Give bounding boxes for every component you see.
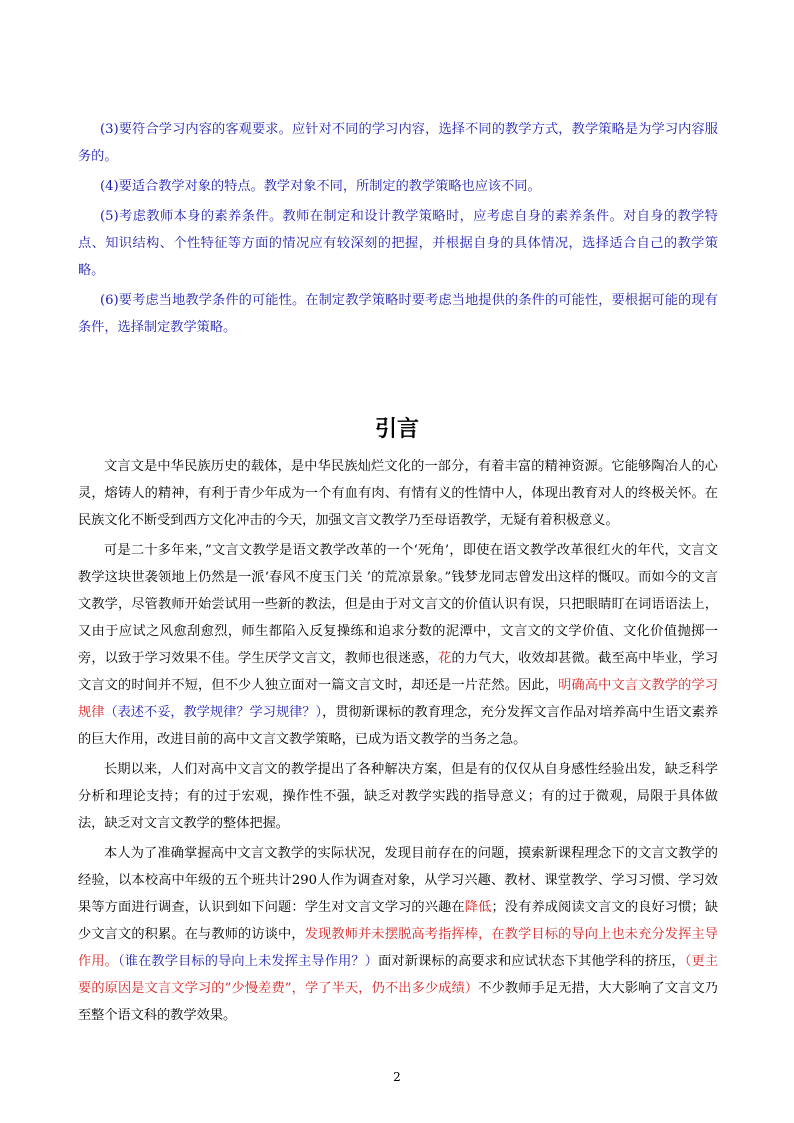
text-run: 面对新课标的高要求和应试状态下其他学科的挤压， (378, 954, 685, 969)
strategy-list (78, 116, 718, 344)
highlighted-phrase: 发现教师并未摆脱高考指挥棒，在教学目标的导向上也未充分发挥主导作用。 (78, 927, 718, 969)
text-run: 本人为了准确掌握高中文言文教学的实际状况，发现目前存在的问题，摸索新课程理念下的文言文教学的经验，以本校高中年级的五个班共计290人作为调查对象，从学习兴趣、教材、课堂教学、学习习惯、学习效果等方面进行调查，认识到如下问题：学生对文言文学习的兴趣在 (78, 846, 718, 915)
intro-paragraph-1: 文言文是中华民族历史的载体，是中华民族灿烂文化的一部分，有着丰富的精神资源。它能够陶冶人的心灵，熔铸人的精神，有利于青少年成为一个有血有肉、有情有义的性情中人，体现出教育对人的终极关怀。在民族文化不断受到西方文化冲击的今天，加强文言文教学乃至母语教学，无疑有着积极意义。 (78, 459, 718, 528)
intro-section (78, 453, 718, 1032)
list-item-4: (4)要适合教学对象的特点。教学对象不同，所制定的教学策略也应该不同。 (100, 179, 541, 194)
list-item-5: (5)考虑教师本身的素养条件。教师在制定和设计教学策略时，应考虑自身的素养条件。对自身的教学特点、知识结构、个性特征等方面的情况应有较深刻的把握，并根据自身的具体情况，选择适合自己的教学策略。 (78, 209, 718, 278)
review-comment: （表述不妥，教学规律？学习规律？） (104, 705, 323, 720)
highlighted-word: 花 (438, 651, 452, 666)
highlighted-phrase: 明确高中文言文教学的学习规律 (78, 678, 718, 720)
intro-paragraph-4 (78, 840, 718, 1029)
intro-paragraph-2 (78, 537, 718, 753)
section-heading: 引言 (374, 417, 419, 442)
text-run: ，贯彻新课标的教育理念，充分发挥文言作品对培养高中生语文素养的巨大作用，改进目前的高中文言文教学策略，已成为语文教学的当务之急。 (78, 705, 719, 747)
highlighted-word: 降低 (464, 900, 492, 915)
list-item-3: (3)要符合学习内容的客观要求。应针对不同的学习内容，选择不同的教学方式，教学策略是为学习内容服务的。 (78, 122, 718, 164)
text-run: 可是二十多年来，”文言文教学是语文教学改革的一个‘死角’，即使在语文教学改革很红火的年代，文言文教学这块世袭领地上仍然是一派‘春风不度玉门关 ’的荒凉景象。”钱梦龙同志曾发出这样的慨叹。而如今的文言文教学，尽管教师开始尝试用一些新的教法，但是由于对文言文的价值认识有误，只把眼睛盯在词语语法上，又由于应试之风愈刮愈烈，师生都陷入反复操练和追求分数的泥潭中，文言文的文学价值、文化价值抛掷一旁，以致于学习效果不佳。学生厌学文言文，教师也很迷惑， (78, 543, 718, 666)
page-number: 2 (393, 1070, 401, 1084)
text-run: 不少教师手足无措，大大影响了文言文乃至整个语文科的教学效果。 (78, 981, 718, 1023)
review-comment: （谁在教学目标的导向上未发挥主导作用？） (118, 954, 379, 969)
list-item-6: (6)要考虑当地教学条件的可能性。在制定教学策略时要考虑当地提供的条件的可能性，要根据可能的现有条件，选择制定教学策略。 (78, 293, 718, 335)
text-run: ；没有养成阅读文言文的良好习惯；缺少文言文的积累。在与教师的访谈中， (78, 900, 719, 942)
review-comment-red: （更主要的原因是文言文学习的”少慢差费”，学了半天，仍不出多少成绩） (78, 954, 719, 996)
text-run: 的力气大，收效却甚微。截至高中毕业，学习文言文的时间并不短，但不少人独立面对一篇文言文时，却还是一片茫然。因此， (78, 651, 719, 693)
intro-paragraph-3: 长期以来，人们对高中文言文的教学提出了各种解决方案，但是有的仅仅从自身感性经验出发，缺乏科学分析和理论支持；有的过于宏观，操作性不强，缺乏对教学实践的指导意义；有的过于微观，局限于具体做法，缺乏对文言文教学的整体把握。 (78, 762, 718, 831)
